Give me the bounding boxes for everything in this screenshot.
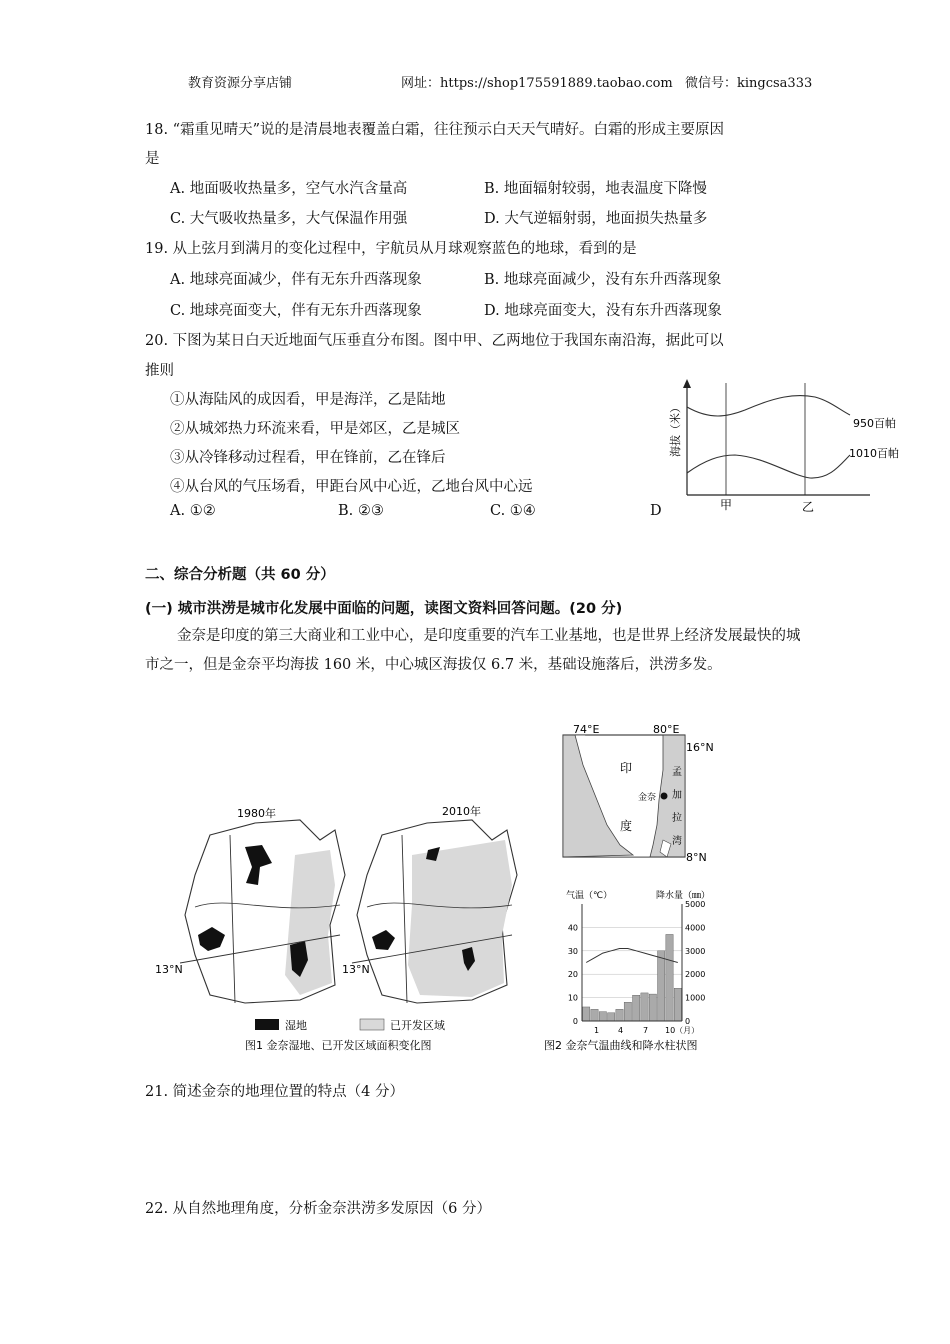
q20-item-1: ①从海陆风的成因看，甲是海洋，乙是陆地 (170, 392, 446, 408)
map-1980-label: 1980年 (237, 807, 276, 820)
x-tick-1: 1 (594, 1026, 600, 1035)
precip-bar (633, 995, 640, 1021)
chennai-dot (661, 793, 668, 800)
legend-wetland: 湿地 (285, 1019, 307, 1032)
y-axis-arrow (683, 379, 691, 388)
pressure-chart (665, 375, 905, 515)
header-url: 网址：https://shop175591889.taobao.com (401, 76, 673, 91)
right-tick-label: 0 (685, 1017, 691, 1026)
y-axis-label: 海拔（米） (669, 402, 682, 457)
lon-74: 74°E (573, 723, 600, 736)
precip-bar (649, 994, 656, 1021)
left-axis-title: 气温（℃） (566, 891, 613, 901)
q21: 21. 简述金奈的地理位置的特点（4 分） (145, 1084, 405, 1100)
right-tick-label: 4000 (685, 923, 706, 933)
x-label-jia: 甲 (720, 498, 733, 512)
q20-option-b: B. ②③ (338, 503, 384, 519)
q19-option-b: B. 地球亮面减少，没有东升西落现象 (484, 272, 722, 288)
q19-stem: 19. 从上弦月到满月的变化过程中，宇航员从月球观察蓝色的地球，看到的是 (145, 241, 637, 257)
precip-bar (616, 1009, 623, 1021)
isobar-950-label: 950百帕 (853, 417, 896, 430)
q19-option-c: C. 地球亮面变大，伴有无东升西落现象 (170, 303, 422, 319)
precip-bar (591, 1009, 598, 1021)
left-tick-label: 10 (567, 993, 578, 1003)
map-1980-lat: 13°N (155, 963, 183, 976)
location-map (545, 720, 720, 870)
right-tick-label: 3000 (685, 946, 706, 956)
precip-bar (608, 1013, 615, 1021)
q20-item-2: ②从城郊热力环流来看，甲是郊区，乙是城区 (170, 421, 460, 437)
legend-developed: 已开发区域 (390, 1019, 445, 1032)
precip-bar (599, 1012, 606, 1021)
q22: 22. 从自然地理角度，分析金奈洪涝多发原因（6 分） (145, 1201, 492, 1217)
lat-8: 8°N (686, 851, 707, 864)
header-shop: 教育资源分享店铺 (188, 76, 293, 91)
q20-option-c: C. ①④ (490, 503, 536, 519)
q20-option-a: A. ①② (170, 503, 216, 519)
legend-developed-swatch (360, 1019, 384, 1030)
country-char-2: 度 (620, 819, 633, 833)
figure-1 (150, 795, 545, 1060)
country-char-1: 印 (620, 761, 633, 775)
map-1980 (155, 806, 345, 1003)
map-2010-lat: 13°N (342, 963, 370, 976)
left-tick-label: 20 (567, 970, 578, 980)
right-tick-label: 5000 (685, 900, 706, 909)
fig2-caption: 图2 金奈气温曲线和降水柱状图 (544, 1039, 698, 1052)
q20-stem-cont: 推则 (145, 363, 174, 379)
passage: 金奈是印度的第三大商业和工业中心，是印度重要的汽车工业基地，也是世界上经济发展最快的城市之一，但是金奈平均海拔 160 米，中心城区海拔仅 6.7 米，基础设施落后，洪涝多发。 (145, 628, 801, 673)
bay-char-3: 拉 (672, 813, 682, 824)
x-tick-7: 7 (643, 1026, 649, 1035)
q18-option-a: A. 地面吸收热量多，空气水汽含量高 (170, 181, 408, 197)
precip-bar (666, 934, 673, 1021)
x-tick-4: 4 (618, 1026, 624, 1035)
precip-bar (583, 1007, 590, 1021)
right-ticks (685, 900, 705, 1026)
q18-option-c: C. 大气吸收热量多，大气保温作用强 (170, 211, 408, 227)
q19-option-a: A. 地球亮面减少，伴有无东升西落现象 (170, 272, 422, 288)
q20-option-d: D (650, 503, 662, 519)
bay-char-4: 湾 (672, 836, 682, 847)
map-2010-developed (408, 840, 512, 997)
left-tick-label: 30 (567, 946, 578, 956)
q19-option-d: D. 地球亮面变大，没有东升西落现象 (484, 303, 722, 319)
q18-stem-cont: 是 (145, 151, 160, 167)
lon-80: 80°E (653, 723, 680, 736)
isobar-950 (687, 396, 850, 416)
bay-char-2: 加 (672, 790, 682, 801)
legend-wetland-swatch (255, 1019, 279, 1030)
precip-bar (641, 993, 648, 1021)
precip-bar (674, 988, 681, 1021)
bay-char-1: 孟 (672, 767, 682, 778)
climate-chart (540, 884, 730, 1056)
map-2010-label: 2010年 (442, 805, 481, 818)
left-tick-label: 0 (572, 1017, 578, 1026)
fig1-caption: 图1 金奈湿地、已开发区域面积变化图 (245, 1039, 432, 1052)
q18-stem: 18. “霜重见晴天”说的是清晨地表覆盖白霜，往往预示白天天气晴好。白霜的形成主要原因 (145, 122, 724, 138)
q18-option-d: D. 大气逆辐射弱，地面损失热量多 (484, 211, 708, 227)
map-2010 (342, 804, 517, 1003)
q18-option-b: B. 地面辐射较弱，地表温度下降慢 (484, 181, 707, 197)
precip-bar (624, 1002, 631, 1021)
x-label-yi: 乙 (802, 500, 815, 514)
q20-stem: 20. 下图为某日白天近地面气压垂直分布图。图中甲、乙两地位于我国东南沿海，据此可以 (145, 333, 724, 349)
header-wechat: 微信号：kingcsa333 (685, 76, 813, 91)
right-axis-title: 降水量（㎜） (656, 891, 711, 901)
isobar-1010-label: 1010百帕 (849, 447, 899, 460)
city-label: 金奈 (638, 793, 657, 803)
q20-item-3: ③从冷锋移动过程看，甲在锋前，乙在锋后 (170, 450, 446, 466)
x-tick-10: 10（月） (665, 1026, 700, 1035)
section-title: 二、综合分析题（共 60 分） (145, 567, 335, 583)
q20-item-4: ④从台风的气压场看，甲距台风中心近，乙地台风中心远 (170, 479, 533, 495)
right-tick-label: 1000 (685, 993, 706, 1003)
subsection-title: (一) 城市洪涝是城市化发展中面临的问题，读图文资料回答问题。(20 分) (145, 601, 623, 617)
lat-16: 16°N (686, 741, 714, 754)
isobar-1010 (687, 455, 850, 478)
climate-bars (583, 934, 682, 1021)
left-ticks (568, 923, 578, 1026)
precip-bar (658, 951, 665, 1021)
right-tick-label: 2000 (685, 970, 706, 980)
left-tick-label: 40 (567, 923, 578, 933)
